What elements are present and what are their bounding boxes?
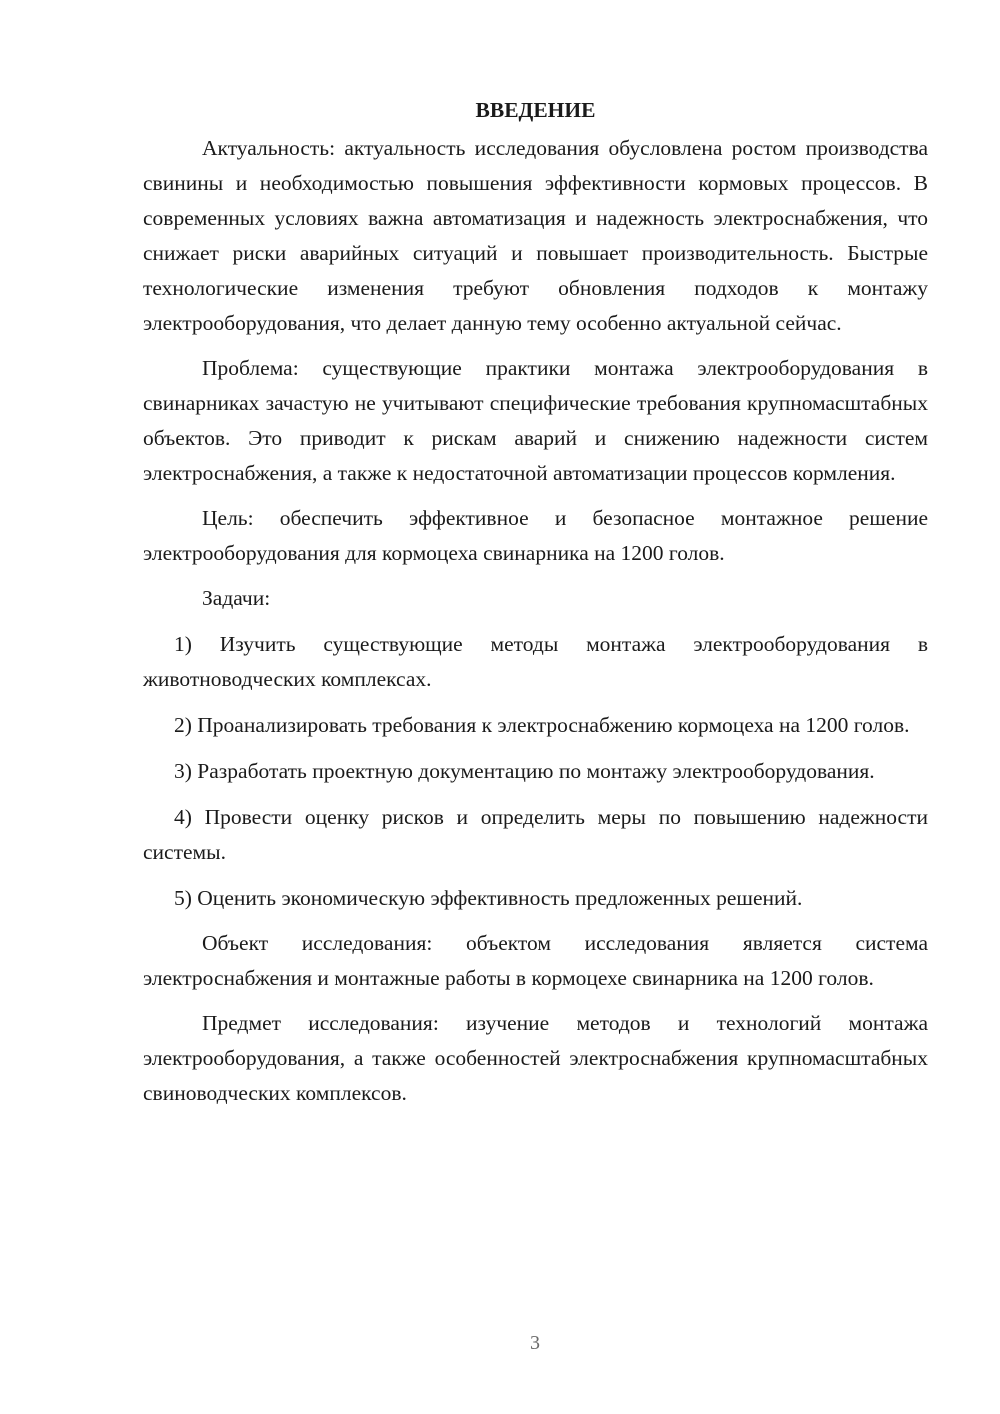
section-title: ВВЕДЕНИЕ [475, 98, 596, 122]
document-page [143, 92, 928, 1111]
task-item-1: 1) Изучить существующие методы монтажа электрооборудования в животноводческих комплексах. [143, 632, 928, 691]
paragraph-subject: Предмет исследования: изучение методов и технологий монтажа электрооборудования, а также особенностей электроснабжения крупномасштабных свиноводческих комплексов. [143, 1011, 928, 1105]
task-item-2: 2) Проанализировать требования к электроснабжению кормоцеха на 1200 голов. [174, 713, 910, 737]
paragraph-goal: Цель: обеспечить эффективное и безопасное монтажное решение электрооборудования для кормоцеха свинарника на 1200 голов. [143, 506, 928, 565]
paragraph-relevance: Актуальность: актуальность исследования обусловлена ростом производства свинины и необходимостью повышения эффективности кормовых процессов. В современных условиях важна автоматизация и надежность электроснабжения, что снижает риски аварийных ситуаций и повышает производительность. Быстрые технологические изменения требуют обновления подходов к монтажу электрооборудования, что делает данную тему особенно актуальной сейчас. [143, 136, 928, 335]
paragraph-object: Объект исследования: объектом исследования является система электроснабжения и монтажные работы в кормоцехе свинарника на 1200 голов. [143, 931, 928, 990]
page-number: 3 [530, 1332, 540, 1354]
paragraph-problem: Проблема: существующие практики монтажа электрооборудования в свинарниках зачастую не учитывают специфические требования крупномасштабных объектов. Это приводит к рискам аварий и снижению надежности систем электроснабжения, а также к недостаточной автоматизации процессов кормления. [143, 356, 928, 485]
task-item-5: 5) Оценить экономическую эффективность предложенных решений. [174, 886, 803, 910]
paragraph-tasks-heading: Задачи: [202, 586, 271, 610]
task-item-3: 3) Разработать проектную документацию по монтажу электрооборудования. [174, 759, 875, 783]
task-item-4: 4) Провести оценку рисков и определить меры по повышению надежности системы. [143, 805, 928, 864]
